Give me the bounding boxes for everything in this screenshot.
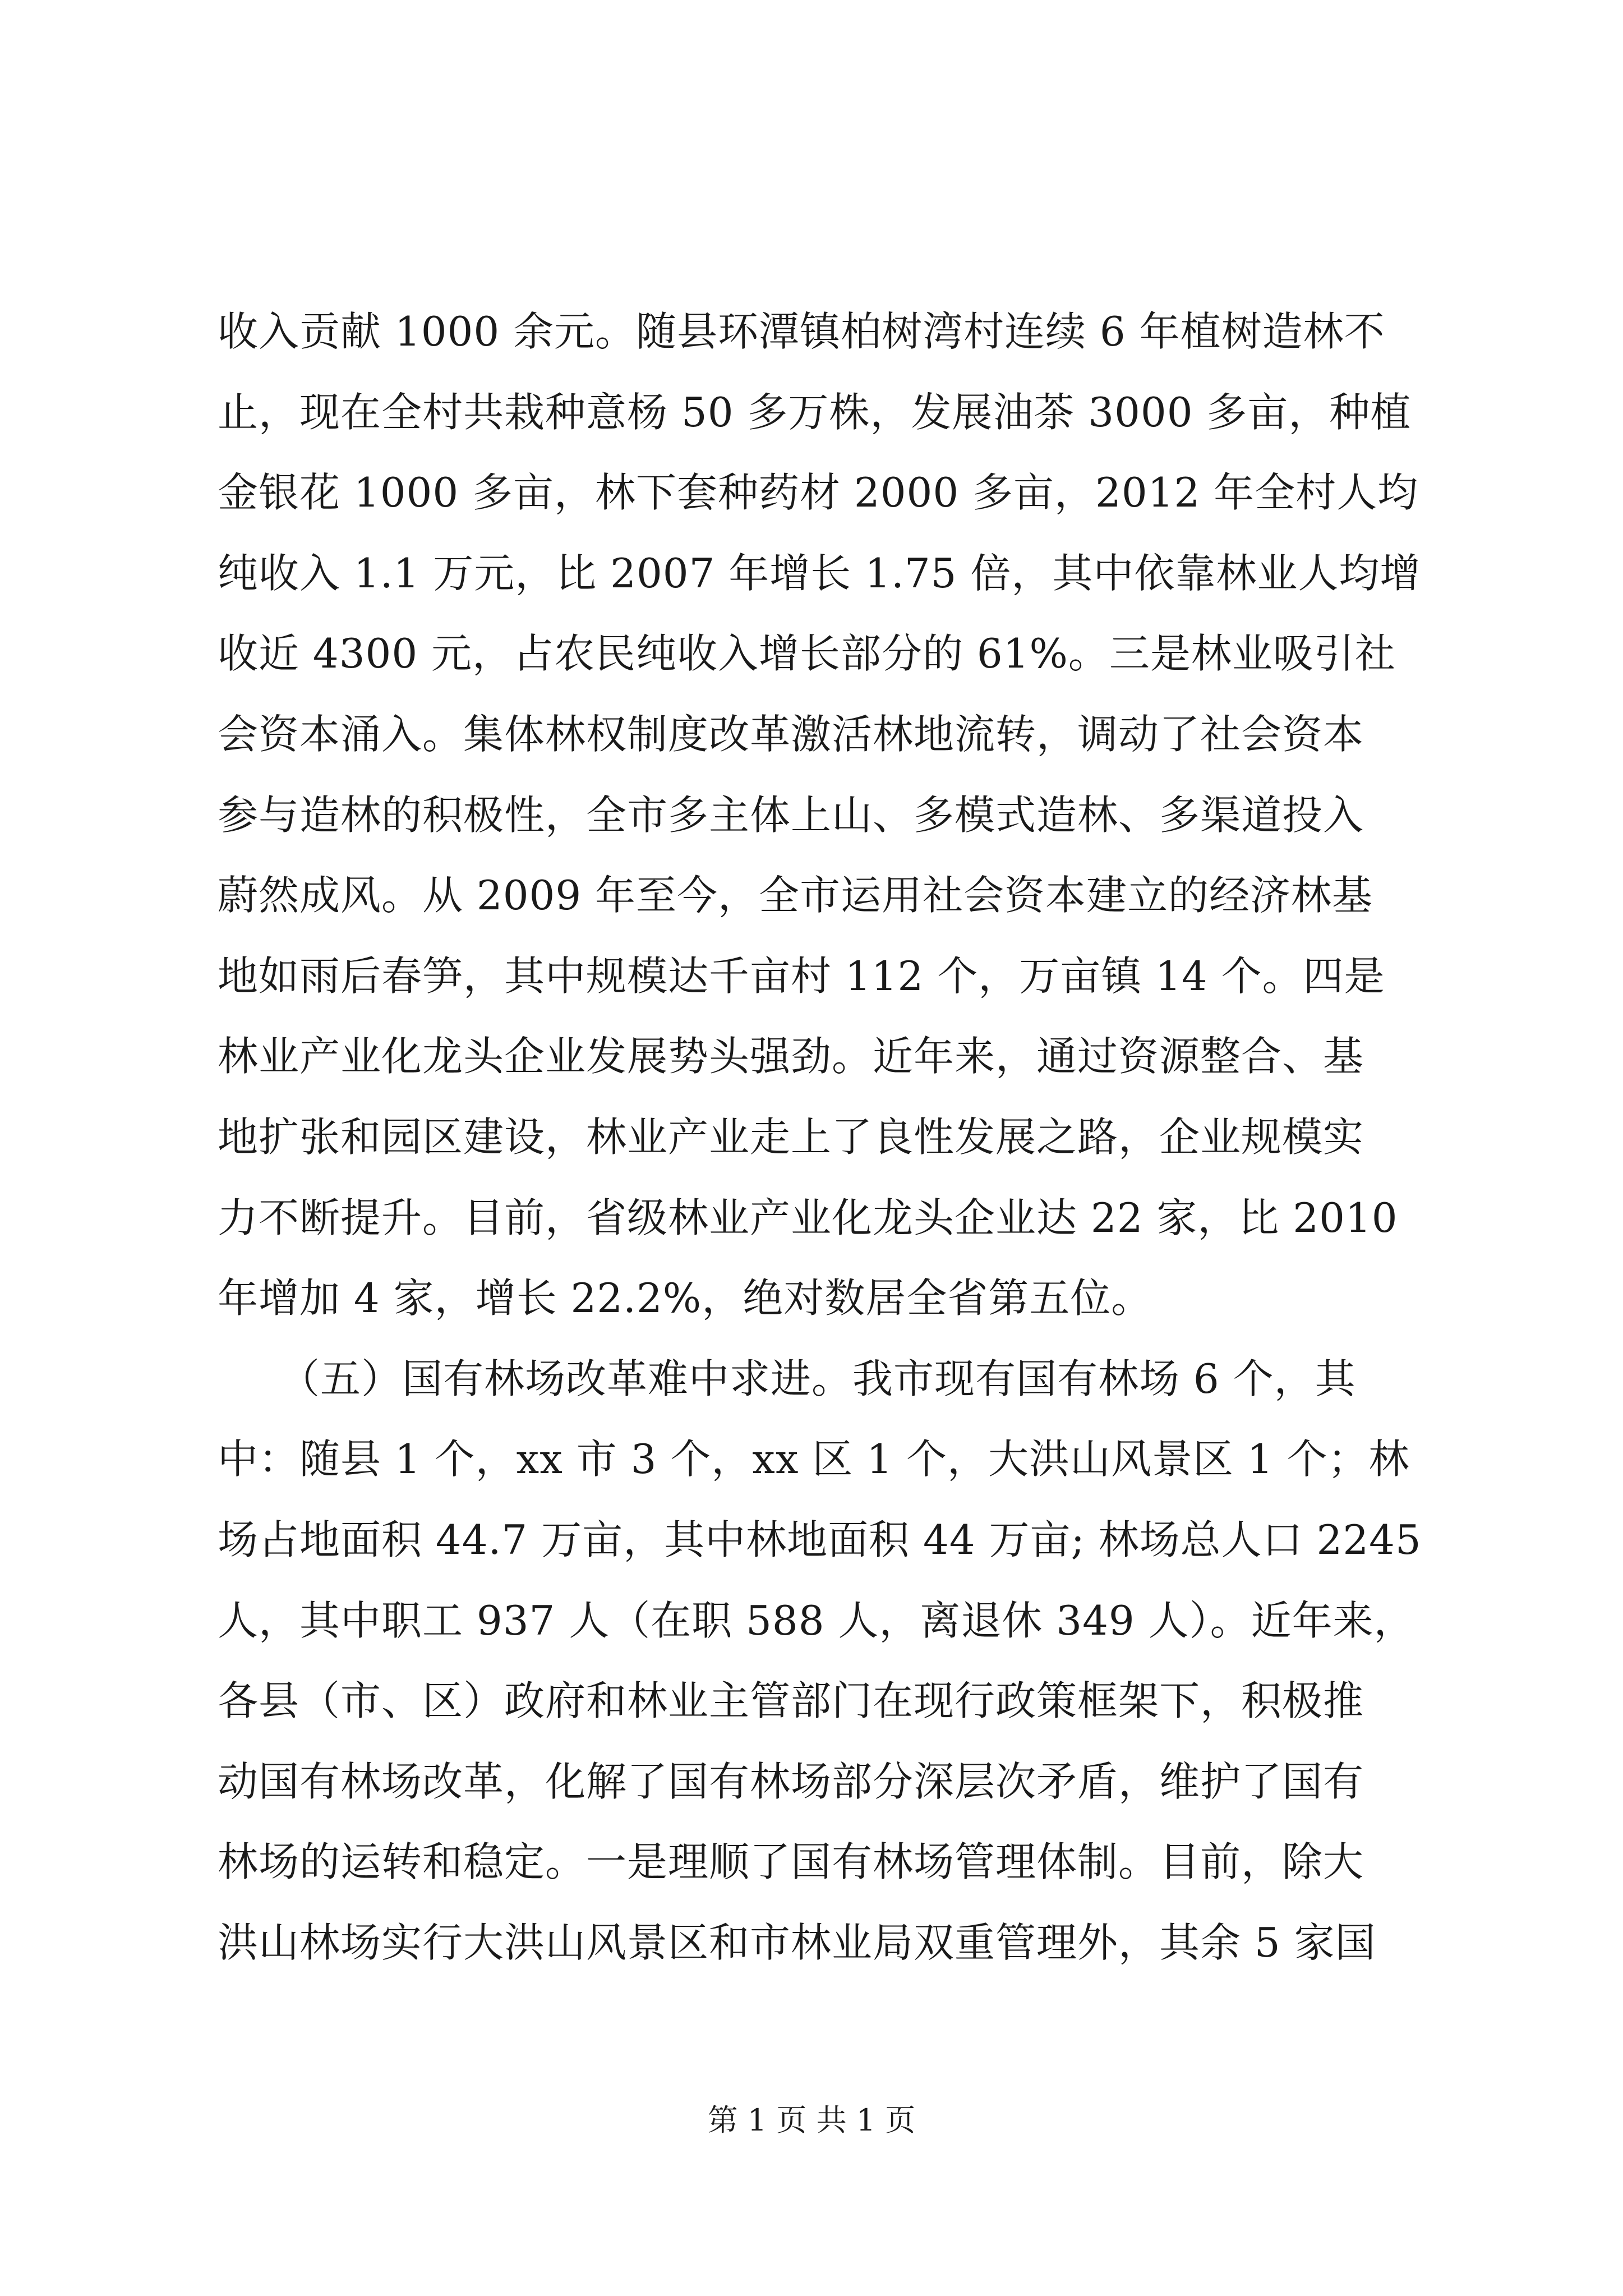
text-line: 地如雨后春笋，其中规模达千亩村 112 个，万亩镇 14 个。四是 [218, 952, 1385, 1000]
text-line: 止，现在全村共栽种意杨 50 多万株，发展油茶 3000 多亩，种植 [218, 388, 1412, 436]
text-line: 场占地面积 44.7 万亩，其中林地面积 44 万亩; 林场总人口 2245 [218, 1516, 1422, 1563]
text-line: 林场的运转和稳定。一是理顺了国有林场管理体制。目前，除大 [218, 1838, 1364, 1886]
text-line: 人，其中职工 937 人（在职 588 人，离退休 349 人）。近年来， [218, 1596, 1415, 1644]
text-line: 中：随县 1 个，xx 市 3 个，xx 区 1 个，大洪山风景区 1 个；林 [218, 1435, 1410, 1483]
text-line: 林业产业化龙头企业发展势头强劲。近年来，通过资源整合、基 [218, 1033, 1364, 1080]
text-line: 蔚然成风。从 2009 年至今，全市运用社会资本建立的经济林基 [218, 872, 1373, 919]
text-line: 地扩张和园区建设，林业产业走上了良性发展之路，企业规模实 [218, 1113, 1364, 1161]
page-number-footer: 第 1 页 共 1 页 [707, 2102, 916, 2138]
text-line: 力不断提升。目前，省级林业产业化龙头企业达 22 家，比 2010 [218, 1194, 1398, 1241]
text-line: （五）国有林场改革难中求进。我市现有国有林场 6 个，其 [218, 1355, 1356, 1402]
text-line: 纯收入 1.1 万元，比 2007 年增长 1.75 倍，其中依靠林业人均增 [218, 549, 1421, 597]
text-line: 收入贡献 1000 余元。随县环潭镇柏树湾村连续 6 年植树造林不 [218, 308, 1385, 355]
text-line: 各县（市、区）政府和林业主管部门在现行政策框架下，积极推 [218, 1677, 1364, 1725]
text-line: 收近 4300 元，占农民纯收入增长部分的 61%。三是林业吸引社 [218, 630, 1396, 678]
text-line: 年增加 4 家，增长 22.2%，绝对数居全省第五位。 [218, 1274, 1152, 1322]
text-line: 会资本涌入。集体林权制度改革激活林地流转，调动了社会资本 [218, 710, 1364, 758]
text-line: 参与造林的积极性，全市多主体上山、多模式造林、多渠道投入 [218, 791, 1364, 839]
text-line: 洪山林场实行大洪山风景区和市林业局双重管理外，其余 5 家国 [218, 1918, 1376, 1966]
document-body [218, 292, 1429, 1983]
text-line: 金银花 1000 多亩，林下套种药材 2000 多亩，2012 年全村人均 [218, 469, 1419, 517]
text-line: 动国有林场改革，化解了国有林场部分深层次矛盾，维护了国有 [218, 1757, 1364, 1805]
